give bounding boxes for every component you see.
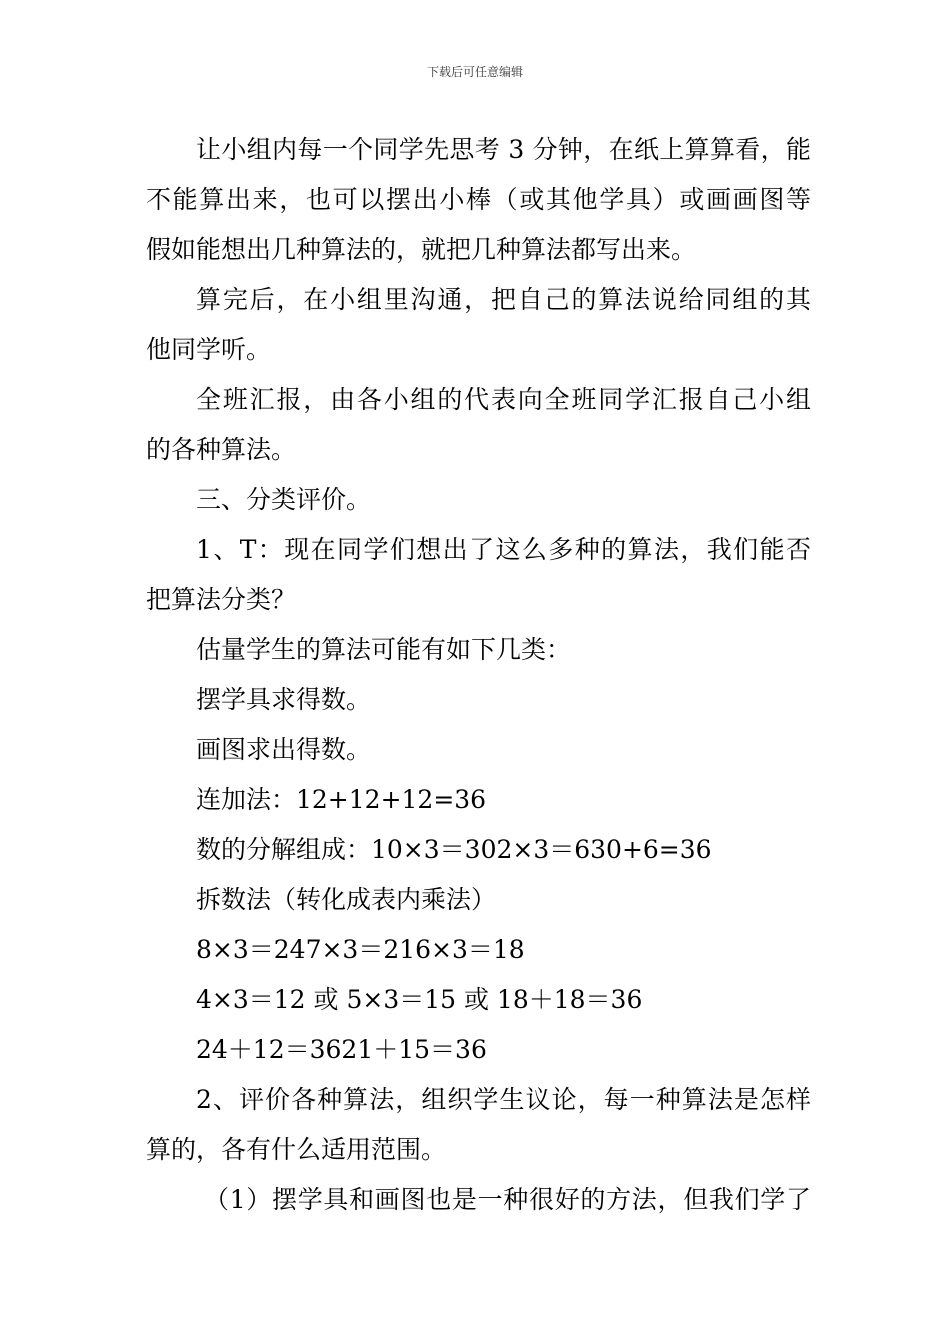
paragraph-line: 把算法分类？ bbox=[146, 585, 297, 614]
paragraph-line: 2、评价各种算法，组织学生议论，每一种算法是怎样 bbox=[196, 1085, 811, 1114]
paragraph-line: 不能算出来，也可以摆出小棒（或其他学具）或画画图等 bbox=[146, 185, 811, 214]
list-item: 数的分解组成：10×3＝302×3＝630+6=36 bbox=[196, 835, 712, 864]
paragraph-line: 全班汇报，由各小组的代表向全班同学汇报自己小组 bbox=[196, 385, 811, 414]
list-item: 连加法：12+12+12=36 bbox=[196, 785, 487, 814]
paragraph-line: 的各种算法。 bbox=[146, 435, 297, 464]
page-header: 下载后可任意编辑 bbox=[426, 65, 523, 79]
paragraph-line: 假如能想出几种算法的，就把几种算法都写出来。 bbox=[146, 235, 697, 264]
paragraph-line: 算完后，在小组里沟通，把自己的算法说给同组的其 bbox=[196, 285, 811, 314]
paragraph-line: 估量学生的算法可能有如下几类： bbox=[196, 635, 572, 664]
paragraph-line: 1、T：现在同学们想出了这么多种的算法，我们能否 bbox=[196, 535, 811, 564]
paragraph-line: 让小组内每一个同学先思考 3 分钟，在纸上算算看，能 bbox=[196, 135, 811, 164]
paragraph-line: 他同学听。 bbox=[146, 335, 272, 364]
paragraph-line: （1）摆学具和画图也是一种很好的方法，但我们学了 bbox=[204, 1185, 811, 1214]
list-item: 拆数法（转化成表内乘法） bbox=[196, 885, 497, 914]
section-heading: 三、分类评价。 bbox=[196, 485, 372, 514]
paragraph-line: 算的，各有什么适用范围。 bbox=[146, 1135, 447, 1164]
equation-line: 4×3＝12 或 5×3＝15 或 18＋18＝36 bbox=[196, 985, 643, 1014]
equation-line: 24＋12＝3621＋15＝36 bbox=[196, 1035, 487, 1064]
list-item: 画图求出得数。 bbox=[196, 735, 372, 764]
equation-line: 8×3＝247×3＝216×3＝18 bbox=[196, 935, 525, 964]
list-item: 摆学具求得数。 bbox=[196, 685, 372, 714]
